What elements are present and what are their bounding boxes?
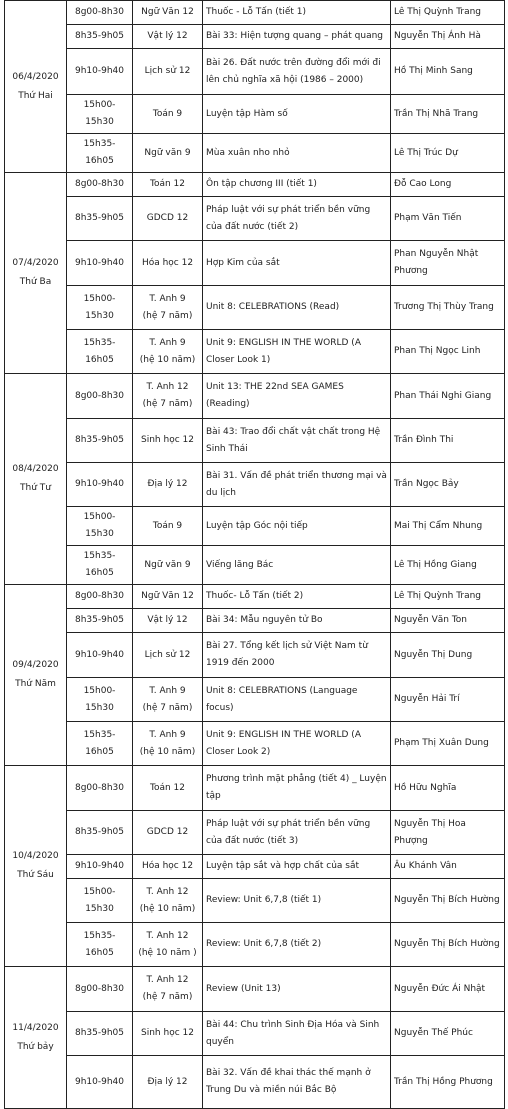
time-cell: 9h10-9h40 xyxy=(67,1056,133,1109)
time-cell: 15h00-15h30 xyxy=(67,95,133,134)
subject-cell xyxy=(133,546,203,585)
subject-line: Toán 9 xyxy=(152,108,183,119)
subject-cell xyxy=(133,811,203,855)
subject-cell xyxy=(133,967,203,1012)
schedule-row xyxy=(5,197,505,241)
subject-cell xyxy=(133,585,203,609)
time-cell: 8h35-9h05 xyxy=(67,811,133,855)
time-cell: 8g00-8h30 xyxy=(67,173,133,197)
subject-line: T. Anh 9 xyxy=(149,729,186,740)
day-cell xyxy=(5,1,67,173)
subject-line: Vật lý 12 xyxy=(147,31,188,41)
schedule-row xyxy=(5,374,505,419)
time-cell: 15h35-16h05 xyxy=(67,546,133,585)
time-cell: 8h35-9h05 xyxy=(67,197,133,241)
time-cell: 8g00-8h30 xyxy=(67,374,133,419)
subject-cell xyxy=(133,25,203,49)
time-cell: 8g00-8h30 xyxy=(67,766,133,811)
subject-cell xyxy=(133,1056,203,1109)
lesson-cell: Pháp luật với sự phát triển bền vững của đất nước (tiết 2) xyxy=(203,197,391,241)
subject-line: Toán 12 xyxy=(149,782,185,793)
subject-cell xyxy=(133,374,203,419)
day-weekday: Thứ Hai xyxy=(18,90,53,101)
subject-cell xyxy=(133,241,203,286)
teacher-cell: Nguyễn Thị Hoa Phượng xyxy=(391,811,505,855)
teacher-cell: Nguyễn Hải Trí xyxy=(391,678,505,722)
time-cell: 9h10-9h40 xyxy=(67,463,133,507)
schedule-row xyxy=(5,585,505,609)
time-cell: 15h35-16h05 xyxy=(67,722,133,766)
teacher-cell: Trương Thị Thùy Trang xyxy=(391,286,505,330)
subject-cell xyxy=(133,95,203,134)
lesson-cell: Phương trình mặt phẳng (tiết 4) _ Luyện tập xyxy=(203,766,391,811)
time-cell: 8h35-9h05 xyxy=(67,609,133,633)
teacher-cell: Nguyễn Đức Ái Nhật xyxy=(391,967,505,1012)
schedule-row xyxy=(5,879,505,923)
subject-cell xyxy=(133,855,203,879)
day-date: 07/4/2020 xyxy=(12,258,59,268)
teacher-cell: Phạm Văn Tiến xyxy=(391,197,505,241)
day-weekday: Thứ bảy xyxy=(17,1041,54,1052)
time-cell: 8h35-9h05 xyxy=(67,419,133,463)
lesson-cell: Unit 8: CELEBRATIONS (Language focus) xyxy=(203,678,391,722)
lesson-cell: Unit 9: ENGLISH IN THE WORLD (A Closer Look 1) xyxy=(203,330,391,374)
time-cell: 15h00-15h30 xyxy=(67,678,133,722)
subject-cell xyxy=(133,1012,203,1056)
day-date: 08/4/2020 xyxy=(12,464,59,474)
time-cell: 8g00-8h30 xyxy=(67,967,133,1012)
schedule-row xyxy=(5,419,505,463)
schedule-row xyxy=(5,286,505,330)
lesson-cell: Bài 43: Trao đổi chất vật chất trong Hệ Sinh Thái xyxy=(203,419,391,463)
subject-line: Ngữ Văn 12 xyxy=(141,591,194,601)
schedule-row xyxy=(5,463,505,507)
time-cell: 15h00-15h30 xyxy=(67,879,133,923)
subject-cell xyxy=(133,633,203,678)
schedule-body xyxy=(5,1,505,1109)
day-date: 09/4/2020 xyxy=(12,660,59,670)
schedule-row xyxy=(5,722,505,766)
teacher-cell: Lê Thị Hồng Giang xyxy=(391,546,505,585)
subject-line: Lịch sử 12 xyxy=(144,649,191,660)
subject-cell xyxy=(133,722,203,766)
day-date: 10/4/2020 xyxy=(12,851,59,861)
time-cell: 15h35-16h05 xyxy=(67,134,133,173)
subject-line: (hệ 7 năm) xyxy=(142,992,193,1002)
subject-line: Địa lý 12 xyxy=(147,1076,188,1087)
subject-line: Ngữ văn 9 xyxy=(144,147,191,158)
schedule-row xyxy=(5,546,505,585)
subject-cell xyxy=(133,923,203,967)
subject-line: Địa lý 12 xyxy=(147,479,188,489)
subject-line: T. Anh 9 xyxy=(149,337,186,348)
schedule-row xyxy=(5,811,505,855)
subject-line: Hóa học 12 xyxy=(141,861,194,871)
subject-cell xyxy=(133,197,203,241)
subject-line: (hệ 10 năm) xyxy=(139,746,196,757)
subject-line: GDCD 12 xyxy=(146,213,189,223)
time-cell: 9h10-9h40 xyxy=(67,855,133,879)
time-cell: 9h10-9h40 xyxy=(67,633,133,678)
time-cell: 8g00-8h30 xyxy=(67,585,133,609)
subject-line: Lịch sử 12 xyxy=(144,66,191,76)
time-cell: 15h35-16h05 xyxy=(67,923,133,967)
teacher-cell: Trần Đình Thi xyxy=(391,419,505,463)
day-cell xyxy=(5,766,67,967)
subject-cell xyxy=(133,609,203,633)
subject-line: (hệ 7 năm) xyxy=(142,399,193,409)
teacher-cell: Mai Thị Cẩm Nhung xyxy=(391,507,505,546)
teacher-cell: Nguyễn Văn Ton xyxy=(391,609,505,633)
time-cell: 9h10-9h40 xyxy=(67,241,133,286)
subject-line: T. Anh 9 xyxy=(149,293,186,304)
teacher-cell: Nguyễn Thị Bích Hường xyxy=(391,879,505,923)
teacher-cell: Đỗ Cao Long xyxy=(391,173,505,197)
subject-line: Vật lý 12 xyxy=(147,615,188,625)
teacher-cell: Trần Thị Nhã Trang xyxy=(391,95,505,134)
schedule-row xyxy=(5,967,505,1012)
lesson-cell: Bài 33: Hiện tượng quang – phát quang xyxy=(203,25,391,49)
teacher-cell: Nguyễn Thị Bích Hường xyxy=(391,923,505,967)
schedule-row xyxy=(5,923,505,967)
lesson-cell: Review: Unit 6,7,8 (tiết 1) xyxy=(203,879,391,923)
schedule-row xyxy=(5,95,505,134)
lesson-cell: Unit 8: CELEBRATIONS (Read) xyxy=(203,286,391,330)
lesson-cell: Luyện tập sắt và hợp chất của sắt xyxy=(203,855,391,879)
lesson-cell: Hợp Kim của sắt xyxy=(203,241,391,286)
teacher-cell: Hồ Thị Minh Sang xyxy=(391,49,505,95)
day-weekday: Thứ Sáu xyxy=(17,870,54,880)
time-cell: 8h35-9h05 xyxy=(67,25,133,49)
schedule-row xyxy=(5,49,505,95)
schedule-row xyxy=(5,134,505,173)
lesson-cell: Unit 9: ENGLISH IN THE WORLD (A Closer Look 2) xyxy=(203,722,391,766)
schedule-row xyxy=(5,507,505,546)
time-cell: 15h35-16h05 xyxy=(67,330,133,374)
lesson-cell: Bài 34: Mẫu nguyên tử Bo xyxy=(203,609,391,633)
schedule-table xyxy=(4,0,505,1109)
teacher-cell: Phạm Thị Xuân Dung xyxy=(391,722,505,766)
teacher-cell: Hồ Hữu Nghĩa xyxy=(391,766,505,811)
schedule-row xyxy=(5,678,505,722)
day-cell xyxy=(5,374,67,585)
subject-line: T. Anh 9 xyxy=(149,685,186,696)
subject-cell xyxy=(133,419,203,463)
day-cell xyxy=(5,585,67,766)
lesson-cell: Review (Unit 13) xyxy=(203,967,391,1012)
schedule-row xyxy=(5,173,505,197)
subject-line: (hệ 10 năm ) xyxy=(138,947,197,958)
schedule-row xyxy=(5,633,505,678)
teacher-cell: Nguyễn Thị Dung xyxy=(391,633,505,678)
lesson-cell: Mùa xuân nho nhỏ xyxy=(203,134,391,173)
subject-line: Sinh học 12 xyxy=(141,1028,194,1038)
teacher-cell: Nguyễn Thế Phúc xyxy=(391,1012,505,1056)
subject-line: Ngữ Văn 12 xyxy=(141,7,194,17)
subject-line: Ngữ văn 9 xyxy=(144,559,191,570)
teacher-cell: Lê Thị Trúc Dự xyxy=(391,134,505,173)
subject-cell xyxy=(133,507,203,546)
schedule-row xyxy=(5,25,505,49)
time-cell: 15h00-15h30 xyxy=(67,286,133,330)
subject-line: GDCD 12 xyxy=(146,827,189,837)
teacher-cell: Phan Thái Nghi Giang xyxy=(391,374,505,419)
day-date: 11/4/2020 xyxy=(12,1022,59,1033)
subject-cell xyxy=(133,463,203,507)
lesson-cell: Bài 32. Vấn đề khai thác thế mạnh ở Trung Du và miền núi Bắc Bộ xyxy=(203,1056,391,1109)
teacher-cell: Lê Thị Quỳnh Trang xyxy=(391,1,505,25)
subject-line: (hệ 7 năm) xyxy=(142,702,193,713)
teacher-cell: Trần Thị Hồng Phương xyxy=(391,1056,505,1109)
lesson-cell: Unit 13: THE 22nd SEA GAMES (Reading) xyxy=(203,374,391,419)
time-cell: 8g00-8h30 xyxy=(67,1,133,25)
subject-line: T. Anh 12 xyxy=(146,930,189,941)
subject-line: T. Anh 12 xyxy=(146,382,189,392)
subject-line: Sinh học 12 xyxy=(141,435,194,445)
subject-cell xyxy=(133,49,203,95)
schedule-row xyxy=(5,1,505,25)
subject-line: T. Anh 12 xyxy=(146,886,189,897)
day-date: 06/4/2020 xyxy=(12,71,59,82)
lesson-cell: Review: Unit 6,7,8 (tiết 2) xyxy=(203,923,391,967)
lesson-cell: Thuốc- Lỗ Tấn (tiết 2) xyxy=(203,585,391,609)
lesson-cell: Viếng lăng Bác xyxy=(203,546,391,585)
schedule-row xyxy=(5,1056,505,1109)
subject-line: Toán 12 xyxy=(149,179,185,189)
subject-cell xyxy=(133,134,203,173)
lesson-cell: Thuốc - Lỗ Tấn (tiết 1) xyxy=(203,1,391,25)
subject-cell xyxy=(133,678,203,722)
time-cell: 8h35-9h05 xyxy=(67,1012,133,1056)
subject-line: (hệ 7 năm) xyxy=(142,310,193,321)
lesson-cell: Pháp luật với sự phát triển bền vững của đất nước (tiết 3) xyxy=(203,811,391,855)
teacher-cell: Phan Thị Ngọc Linh xyxy=(391,330,505,374)
subject-cell xyxy=(133,766,203,811)
time-cell: 15h00-15h30 xyxy=(67,507,133,546)
subject-cell xyxy=(133,1,203,25)
subject-line: (hệ 10 năm) xyxy=(139,354,196,365)
schedule-row xyxy=(5,609,505,633)
subject-line: Hóa học 12 xyxy=(141,257,194,268)
subject-line: (hệ 10 năm) xyxy=(139,903,196,914)
teacher-cell: Trần Ngọc Bảy xyxy=(391,463,505,507)
subject-cell xyxy=(133,173,203,197)
teacher-cell: Âu Khánh Vân xyxy=(391,855,505,879)
lesson-cell: Ôn tập chương III (tiết 1) xyxy=(203,173,391,197)
lesson-cell: Bài 26. Đất nước trên đường đổi mới đi lên chủ nghĩa xã hội (1986 – 2000) xyxy=(203,49,391,95)
schedule-row xyxy=(5,855,505,879)
subject-cell xyxy=(133,330,203,374)
subject-line: T. Anh 12 xyxy=(146,975,189,985)
lesson-cell: Bài 44: Chu trình Sinh Địa Hóa và Sinh quyển xyxy=(203,1012,391,1056)
subject-line: Toán 9 xyxy=(152,520,183,531)
day-weekday: Thứ Tư xyxy=(20,483,51,493)
time-cell: 9h10-9h40 xyxy=(67,49,133,95)
lesson-cell: Bài 27. Tổng kết lịch sử Việt Nam từ 1919 đến 2000 xyxy=(203,633,391,678)
lesson-cell: Bài 31. Vấn đề phát triển thương mại và du lịch xyxy=(203,463,391,507)
schedule-row xyxy=(5,330,505,374)
teacher-cell: Phan Nguyễn Nhật Phương xyxy=(391,241,505,286)
schedule-container xyxy=(4,0,504,1109)
schedule-row xyxy=(5,766,505,811)
subject-cell xyxy=(133,879,203,923)
day-cell xyxy=(5,173,67,374)
day-weekday: Thứ Năm xyxy=(15,679,56,689)
schedule-row xyxy=(5,1012,505,1056)
teacher-cell: Lê Thị Quỳnh Trang xyxy=(391,585,505,609)
lesson-cell: Luyện tập Góc nội tiếp xyxy=(203,507,391,546)
subject-cell xyxy=(133,286,203,330)
schedule-row xyxy=(5,241,505,286)
lesson-cell: Luyện tập Hàm số xyxy=(203,95,391,134)
teacher-cell: Nguyễn Thị Ánh Hà xyxy=(391,25,505,49)
day-weekday: Thứ Ba xyxy=(19,277,52,287)
